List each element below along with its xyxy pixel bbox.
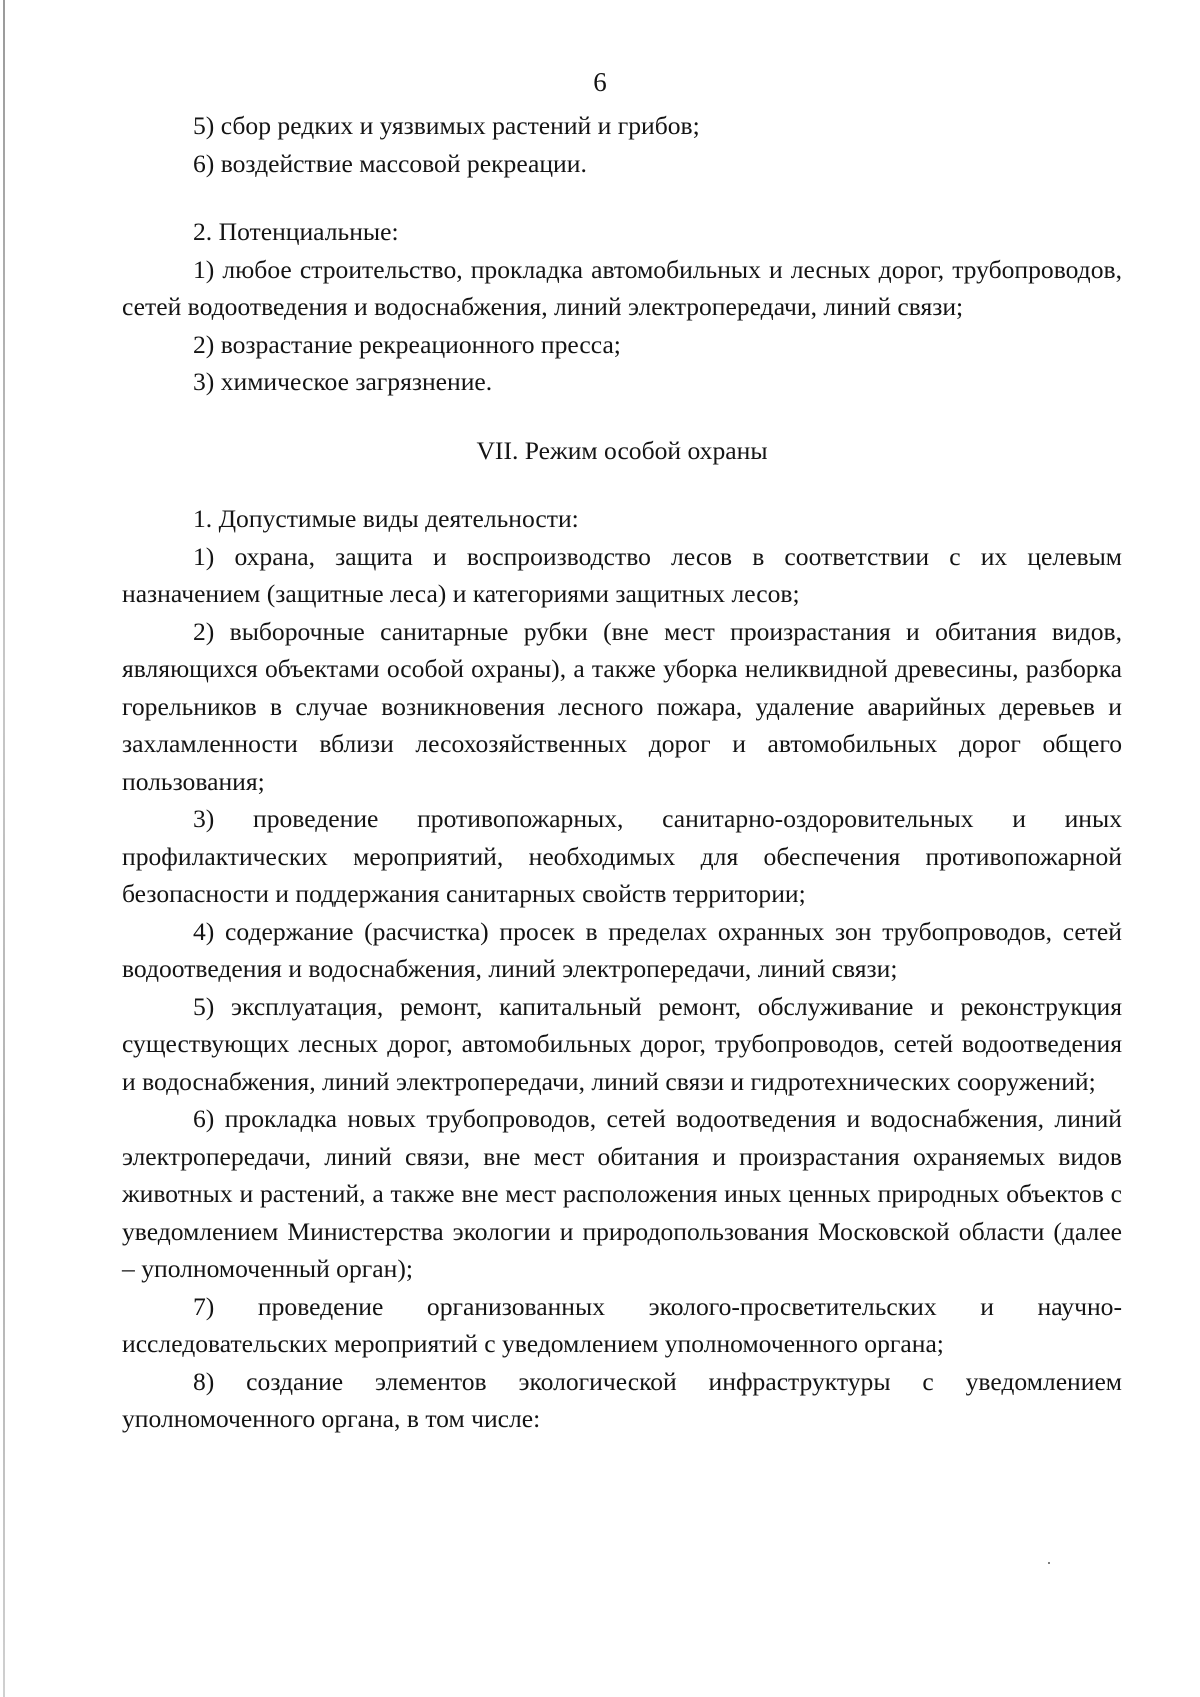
allowed-item-new-networks: 6) прокладка новых трубопроводов, сетей водоотведения и водоснабжения, линий электропередачи, линий связи, вне мест обитания и произрастания охраняемых видов животных и растений, а также вне мест расположения иных ценных природных объектов с уведомлением Министерства экологии и природопользования Московской области (далее – уполномоченный орган);	[122, 1104, 1122, 1283]
section-title: VII. Режим особой охраны	[476, 435, 768, 465]
paragraph-gap	[122, 182, 1122, 213]
scan-edge-shadow	[3, 0, 5, 1697]
document-body	[122, 107, 1122, 1438]
potential-item-chemical-pollution: 3) химическое загрязнение.	[193, 367, 493, 396]
potential-threats-heading: 2. Потенциальные:	[193, 217, 399, 246]
allowed-item-clearing: 4) содержание (расчистка) просек в пределах охранных зон трубопроводов, сетей водоотведения и водоснабжения, линий электропередачи, линий связи;	[122, 916, 1122, 983]
list-item-6-mass-recreation: 6) воздействие массовой рекреации.	[193, 148, 587, 178]
allowed-item-fire-prevention: 3) проведение противопожарных, санитарно-оздоровительных и иных профилактических мероприятий, необходимых для обеспечения противопожарной безопасности и поддержания санитарных свойств территории;	[122, 804, 1122, 908]
allowed-activities-heading: 1. Допустимые виды деятельности:	[193, 504, 579, 533]
list-item-5-rare-plants: 5) сбор редких и уязвимых растений и грибов;	[193, 111, 700, 140]
allowed-item-sanitary-cutting: 2) выборочные санитарные рубки (вне мест произрастания и обитания видов, являющихся объектами особой охраны), а также уборка неликвидной древесины, разборка горельников в случае возникновения лесного пожара, удаление аварийных деревьев и захламленности вблизи лесохозяйственных дорог и автомобильных дорог общего пользования;	[122, 616, 1122, 796]
allowed-item-eco-infrastructure: 8) создание элементов экологической инфраструктуры с уведомлением уполномоченного органа, в том числе:	[122, 1366, 1122, 1433]
page-number: 6	[593, 67, 607, 97]
scan-dust-speck	[1048, 1562, 1050, 1564]
potential-item-recreation-pressure: 2) возрастание рекреационного пресса;	[193, 329, 621, 359]
paragraph-gap	[122, 469, 1122, 500]
allowed-item-forest-protection: 1) охрана, защита и воспроизводство лесов в соответствии с их целевым назначением (защитные леса) и категориями защитных лесов;	[122, 541, 1122, 608]
allowed-item-maintenance: 5) эксплуатация, ремонт, капитальный ремонт, обслуживание и реконструкция существующих лесных дорог, автомобильных дорог, трубопроводов, сетей водоотведения и водоснабжения, линий электропередачи, линий связи и гидротехнических сооружений;	[122, 991, 1122, 1096]
potential-item-construction: 1) любое строительство, прокладка автомобильных и лесных дорог, трубопроводов, сетей водоотведения и водоснабжения, линий электропередачи, линий связи;	[122, 254, 1122, 321]
allowed-item-research-events: 7) проведение организованных эколого-просветительских и научно-исследовательских мероприятий с уведомлением уполномоченного органа;	[122, 1291, 1122, 1358]
paragraph-gap	[122, 401, 1122, 432]
